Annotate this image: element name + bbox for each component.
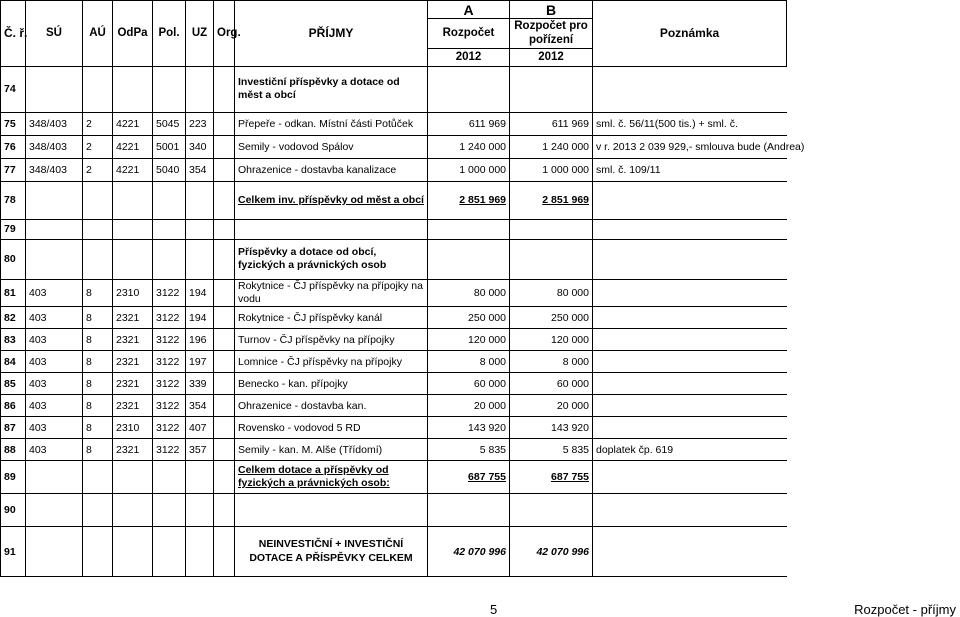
cell-org — [214, 417, 235, 439]
cell-desc: Lomnice - ČJ příspěvky na přípojky — [235, 351, 428, 373]
cell-b: 5 835 — [510, 439, 593, 461]
cell-n: 84 — [1, 351, 26, 373]
table-row — [1, 307, 787, 329]
table-row — [1, 135, 787, 158]
cell-desc — [235, 494, 428, 527]
cell-n: 89 — [1, 461, 26, 494]
cell-desc: Přepeře - odkan. Místní části Potůček — [235, 112, 428, 135]
cell-au: 8 — [83, 307, 113, 329]
cell-a: 687 755 — [428, 461, 510, 494]
cell-au — [83, 219, 113, 239]
cell-b: 1 240 000 — [510, 135, 593, 158]
table-row — [1, 439, 787, 461]
cell-uz — [186, 494, 214, 527]
cell-pol — [153, 461, 186, 494]
cell-note — [593, 279, 787, 306]
cell-n: 87 — [1, 417, 26, 439]
cell-org — [214, 239, 235, 279]
cell-su: 403 — [26, 439, 83, 461]
cell-b: 687 755 — [510, 461, 593, 494]
cell-note: sml. č. 56/11(500 tis.) + sml. č. — [593, 112, 787, 135]
cell-b — [510, 239, 593, 279]
cell-n: 83 — [1, 329, 26, 351]
cell-pol: 5045 — [153, 112, 186, 135]
year-b: 2012 — [510, 48, 593, 66]
cell-odpa — [113, 66, 153, 112]
cell-org — [214, 219, 235, 239]
cell-b: 250 000 — [510, 307, 593, 329]
cell-note — [593, 219, 787, 239]
table-row — [1, 158, 787, 181]
cell-a: 42 070 996 — [428, 527, 510, 577]
cell-pol — [153, 66, 186, 112]
cell-org — [214, 329, 235, 351]
cell-pol: 3122 — [153, 417, 186, 439]
cell-a: 1 240 000 — [428, 135, 510, 158]
cell-n: 81 — [1, 279, 26, 306]
col-prijmy: PŘÍJMY — [235, 1, 428, 67]
col-rozpocet: Rozpočet — [428, 19, 510, 49]
cell-su: 403 — [26, 373, 83, 395]
cell-pol — [153, 219, 186, 239]
cell-uz — [186, 461, 214, 494]
cell-odpa — [113, 239, 153, 279]
cell-n: 88 — [1, 439, 26, 461]
cell-odpa: 2310 — [113, 417, 153, 439]
table-row — [1, 279, 787, 306]
cell-n: 80 — [1, 239, 26, 279]
cell-note: v r. 2013 2 039 929,- smlouva bude (Andrea) — [593, 135, 787, 158]
cell-note — [593, 395, 787, 417]
cell-desc: NEINVESTIČNÍ + INVESTIČNÍ DOTACE A PŘÍSPĚVKY CELKEM — [235, 527, 428, 577]
cell-n: 91 — [1, 527, 26, 577]
cell-desc: Příspěvky a dotace od obcí, fyzických a právnických osob — [235, 239, 428, 279]
cell-a: 1 000 000 — [428, 158, 510, 181]
cell-pol — [153, 239, 186, 279]
col-pol: Pol. — [153, 1, 186, 67]
cell-note — [593, 307, 787, 329]
cell-org — [214, 112, 235, 135]
cell-a: 5 835 — [428, 439, 510, 461]
cell-su — [26, 239, 83, 279]
cell-a: 80 000 — [428, 279, 510, 306]
cell-pol: 3122 — [153, 307, 186, 329]
cell-b: 8 000 — [510, 351, 593, 373]
cell-su: 403 — [26, 417, 83, 439]
cell-odpa — [113, 494, 153, 527]
cell-su: 403 — [26, 279, 83, 306]
cell-au: 8 — [83, 439, 113, 461]
cell-su — [26, 66, 83, 112]
cell-desc: Semily - vodovod Spálov — [235, 135, 428, 158]
cell-pol — [153, 527, 186, 577]
cell-org — [214, 494, 235, 527]
cell-b — [510, 66, 593, 112]
cell-uz — [186, 219, 214, 239]
cell-org — [214, 351, 235, 373]
cell-uz: 340 — [186, 135, 214, 158]
cell-org — [214, 461, 235, 494]
cell-org — [214, 181, 235, 219]
cell-desc: Rovensko - vodovod 5 RD — [235, 417, 428, 439]
cell-a: 8 000 — [428, 351, 510, 373]
table-row — [1, 239, 787, 279]
cell-note — [593, 527, 787, 577]
cell-odpa — [113, 181, 153, 219]
cell-n: 86 — [1, 395, 26, 417]
table-row — [1, 417, 787, 439]
cell-au — [83, 181, 113, 219]
cell-n: 75 — [1, 112, 26, 135]
cell-uz — [186, 181, 214, 219]
cell-uz: 194 — [186, 307, 214, 329]
cell-desc: Investiční příspěvky a dotace od měst a obcí — [235, 66, 428, 112]
cell-org — [214, 135, 235, 158]
footer-title: Rozpočet - příjmy — [854, 602, 956, 617]
cell-note — [593, 494, 787, 527]
cell-desc: Celkem inv. příspěvky od měst a obcí — [235, 181, 428, 219]
cell-odpa: 2321 — [113, 307, 153, 329]
cell-odpa — [113, 527, 153, 577]
cell-org — [214, 395, 235, 417]
cell-b: 60 000 — [510, 373, 593, 395]
cell-note — [593, 181, 787, 219]
cell-n: 79 — [1, 219, 26, 239]
cell-desc: Benecko - kan. přípojky — [235, 373, 428, 395]
cell-pol: 3122 — [153, 329, 186, 351]
cell-note — [593, 329, 787, 351]
table-row — [1, 181, 787, 219]
cell-odpa: 2321 — [113, 373, 153, 395]
cell-a — [428, 219, 510, 239]
cell-uz: 196 — [186, 329, 214, 351]
cell-note: sml. č. 109/11 — [593, 158, 787, 181]
cell-odpa: 2321 — [113, 329, 153, 351]
cell-au — [83, 527, 113, 577]
year-a: 2012 — [428, 48, 510, 66]
cell-uz: 354 — [186, 158, 214, 181]
cell-au — [83, 239, 113, 279]
cell-odpa: 4221 — [113, 112, 153, 135]
table-row — [1, 219, 787, 239]
cell-pol: 3122 — [153, 395, 186, 417]
cell-au: 8 — [83, 351, 113, 373]
cell-n: 78 — [1, 181, 26, 219]
cell-desc: Celkem dotace a příspěvky od fyzických a právnických osob: — [235, 461, 428, 494]
cell-pol: 3122 — [153, 373, 186, 395]
cell-odpa: 2321 — [113, 351, 153, 373]
col-letter-a: A — [428, 1, 510, 19]
table-row — [1, 329, 787, 351]
cell-a — [428, 494, 510, 527]
table-row — [1, 461, 787, 494]
table-row — [1, 66, 787, 112]
cell-n: 76 — [1, 135, 26, 158]
col-rn: Č. ř. — [1, 1, 26, 67]
cell-a — [428, 66, 510, 112]
cell-pol — [153, 494, 186, 527]
cell-su: 403 — [26, 351, 83, 373]
cell-au: 8 — [83, 279, 113, 306]
table-row — [1, 395, 787, 417]
cell-au: 8 — [83, 395, 113, 417]
cell-note: doplatek čp. 619 — [593, 439, 787, 461]
col-odpa: OdPa — [113, 1, 153, 67]
cell-a — [428, 239, 510, 279]
cell-b: 1 000 000 — [510, 158, 593, 181]
cell-pol: 3122 — [153, 439, 186, 461]
cell-n: 82 — [1, 307, 26, 329]
cell-uz — [186, 527, 214, 577]
cell-pol — [153, 181, 186, 219]
cell-note — [593, 239, 787, 279]
cell-su — [26, 527, 83, 577]
cell-n: 85 — [1, 373, 26, 395]
cell-desc: Rokytnice - ČJ příspěvky kanál — [235, 307, 428, 329]
table-row — [1, 351, 787, 373]
table-row — [1, 373, 787, 395]
col-su: SÚ — [26, 1, 83, 67]
cell-org — [214, 307, 235, 329]
col-org: Org. — [214, 1, 235, 67]
cell-org — [214, 439, 235, 461]
cell-a: 120 000 — [428, 329, 510, 351]
cell-b — [510, 494, 593, 527]
cell-org — [214, 158, 235, 181]
cell-uz: 339 — [186, 373, 214, 395]
cell-desc: Turnov - ČJ příspěvky na přípojky — [235, 329, 428, 351]
cell-desc: Rokytnice - ČJ příspěvky na přípojky na vodu — [235, 279, 428, 306]
cell-odpa: 2321 — [113, 395, 153, 417]
table-body — [1, 66, 805, 576]
cell-odpa — [113, 461, 153, 494]
cell-desc — [235, 219, 428, 239]
cell-org — [214, 527, 235, 577]
cell-su: 403 — [26, 329, 83, 351]
cell-su: 403 — [26, 307, 83, 329]
cell-b: 42 070 996 — [510, 527, 593, 577]
cell-su — [26, 181, 83, 219]
cell-odpa: 2321 — [113, 439, 153, 461]
cell-n: 90 — [1, 494, 26, 527]
cell-note — [593, 351, 787, 373]
cell-org — [214, 66, 235, 112]
cell-b: 20 000 — [510, 395, 593, 417]
header-letter-row — [1, 1, 787, 19]
cell-pol: 3122 — [153, 351, 186, 373]
cell-n: 74 — [1, 66, 26, 112]
cell-uz: 407 — [186, 417, 214, 439]
cell-note — [593, 66, 787, 112]
cell-a: 2 851 969 — [428, 181, 510, 219]
cell-note — [593, 461, 787, 494]
table-row — [1, 494, 787, 527]
cell-au — [83, 66, 113, 112]
cell-su: 403 — [26, 395, 83, 417]
page-number: 5 — [490, 602, 498, 617]
cell-b: 143 920 — [510, 417, 593, 439]
cell-a: 20 000 — [428, 395, 510, 417]
cell-su — [26, 494, 83, 527]
cell-pol: 5040 — [153, 158, 186, 181]
table-row — [1, 112, 787, 135]
cell-b — [510, 219, 593, 239]
cell-uz: 197 — [186, 351, 214, 373]
cell-desc: Ohrazenice - dostavba kan. — [235, 395, 428, 417]
col-uz: UZ — [186, 1, 214, 67]
cell-b: 2 851 969 — [510, 181, 593, 219]
cell-su — [26, 461, 83, 494]
cell-uz — [186, 239, 214, 279]
cell-a: 143 920 — [428, 417, 510, 439]
table-row — [1, 527, 787, 577]
cell-uz: 354 — [186, 395, 214, 417]
cell-a: 611 969 — [428, 112, 510, 135]
col-letter-b: B — [510, 1, 593, 19]
cell-note — [593, 373, 787, 395]
cell-org — [214, 373, 235, 395]
cell-odpa: 4221 — [113, 158, 153, 181]
cell-su: 348/403 — [26, 158, 83, 181]
col-rozpocet-pro: Rozpočet pro pořízení — [510, 19, 593, 49]
cell-uz — [186, 66, 214, 112]
cell-uz: 194 — [186, 279, 214, 306]
cell-au: 8 — [83, 373, 113, 395]
cell-a: 250 000 — [428, 307, 510, 329]
cell-odpa: 2310 — [113, 279, 153, 306]
cell-su: 348/403 — [26, 112, 83, 135]
cell-a: 60 000 — [428, 373, 510, 395]
cell-au — [83, 494, 113, 527]
cell-au: 2 — [83, 112, 113, 135]
cell-pol: 3122 — [153, 279, 186, 306]
cell-pol: 5001 — [153, 135, 186, 158]
cell-n: 77 — [1, 158, 26, 181]
col-poznamka: Poznámka — [593, 1, 787, 67]
cell-au: 8 — [83, 417, 113, 439]
cell-b: 80 000 — [510, 279, 593, 306]
cell-su: 348/403 — [26, 135, 83, 158]
cell-b: 120 000 — [510, 329, 593, 351]
cell-uz: 223 — [186, 112, 214, 135]
cell-note — [593, 417, 787, 439]
cell-odpa — [113, 219, 153, 239]
cell-au: 2 — [83, 135, 113, 158]
cell-odpa: 4221 — [113, 135, 153, 158]
cell-desc: Ohrazenice - dostavba kanalizace — [235, 158, 428, 181]
cell-desc: Semily - kan. M. Alše (Třídomí) — [235, 439, 428, 461]
cell-au: 8 — [83, 329, 113, 351]
cell-uz: 357 — [186, 439, 214, 461]
cell-org — [214, 279, 235, 306]
cell-su — [26, 219, 83, 239]
cell-b: 611 969 — [510, 112, 593, 135]
cell-au: 2 — [83, 158, 113, 181]
cell-au — [83, 461, 113, 494]
col-au: AÚ — [83, 1, 113, 67]
